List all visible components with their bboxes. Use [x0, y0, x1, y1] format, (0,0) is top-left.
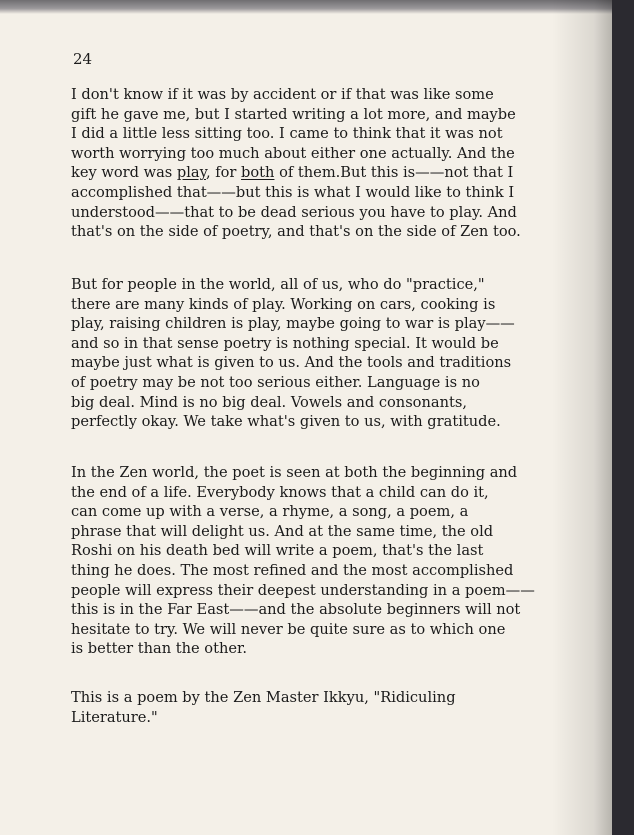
text-fragment: key word was [71, 164, 177, 182]
text-line: Literature." [71, 708, 158, 726]
text-fragment: , for [205, 164, 242, 182]
text-line: But for people in the world, all of us, who do "practice," [71, 276, 485, 293]
text-line: worth worrying too much about either one actually. And the [71, 144, 515, 162]
paragraph-2 [71, 275, 591, 432]
underlined-word-both: both [241, 164, 275, 182]
text-line: the end of a life. Everybody knows that a child can do it, [71, 483, 489, 501]
text-line [71, 163, 591, 183]
text-line: big deal. Mind is no big deal. Vowels and consonants, [71, 393, 467, 411]
paragraph-4 [71, 688, 591, 727]
text-line: hesitate to try. We will never be quite sure as to which one [71, 620, 506, 638]
text-fragment: of them.But this is——not that I [274, 164, 514, 182]
text-line: understood——that to be dead serious you have to play. And [71, 203, 517, 221]
page-top-edge [0, 0, 612, 14]
text-line: and so in that sense poetry is nothing special. It would be [71, 334, 499, 352]
text-line: I did a little less sitting too. I came to think that it was not [71, 125, 503, 143]
text-line: gift he gave me, but I started writing a lot more, and maybe [71, 105, 516, 123]
paragraph-1 [71, 85, 591, 242]
text-line: Roshi on his death bed will write a poem, that's the last [71, 542, 484, 560]
text-line: play, raising children is play, maybe going to war is play—— [71, 315, 515, 333]
page-number: 24 [73, 50, 93, 68]
underlined-word-play: play [176, 164, 206, 182]
text-line: thing he does. The most refined and the most accomplished [71, 561, 514, 579]
text-line: maybe just what is given to us. And the tools and traditions [71, 354, 512, 372]
text-line: perfectly okay. We take what's given to us, with gratitude. [71, 413, 501, 431]
text-line: In the Zen world, the poet is seen at both the beginning and [71, 464, 518, 481]
text-line: can come up with a verse, a rhyme, a song, a poem, a [71, 503, 469, 521]
text-line: this is in the Far East——and the absolute beginners will not [71, 601, 521, 619]
text-line: phrase that will delight us. And at the same time, the old [71, 522, 494, 540]
text-line: that's on the side of poetry, and that's on the side of Zen too. [71, 223, 521, 241]
paragraph-3 [71, 463, 591, 659]
text-line: I don't know if it was by accident or if that was like some [71, 86, 494, 103]
text-line: accomplished that——but this is what I would like to think I [71, 183, 515, 201]
text-line: This is a poem by the Zen Master Ikkyu, "Ridiculing [71, 689, 456, 706]
page-gutter-shadow [552, 0, 612, 835]
text-line: of poetry may be not too serious either. Language is no [71, 373, 480, 391]
text-line: is better than the other. [71, 640, 247, 658]
text-line: people will express their deepest understanding in a poem—— [71, 581, 535, 599]
text-line: there are many kinds of play. Working on cars, cooking is [71, 295, 496, 313]
